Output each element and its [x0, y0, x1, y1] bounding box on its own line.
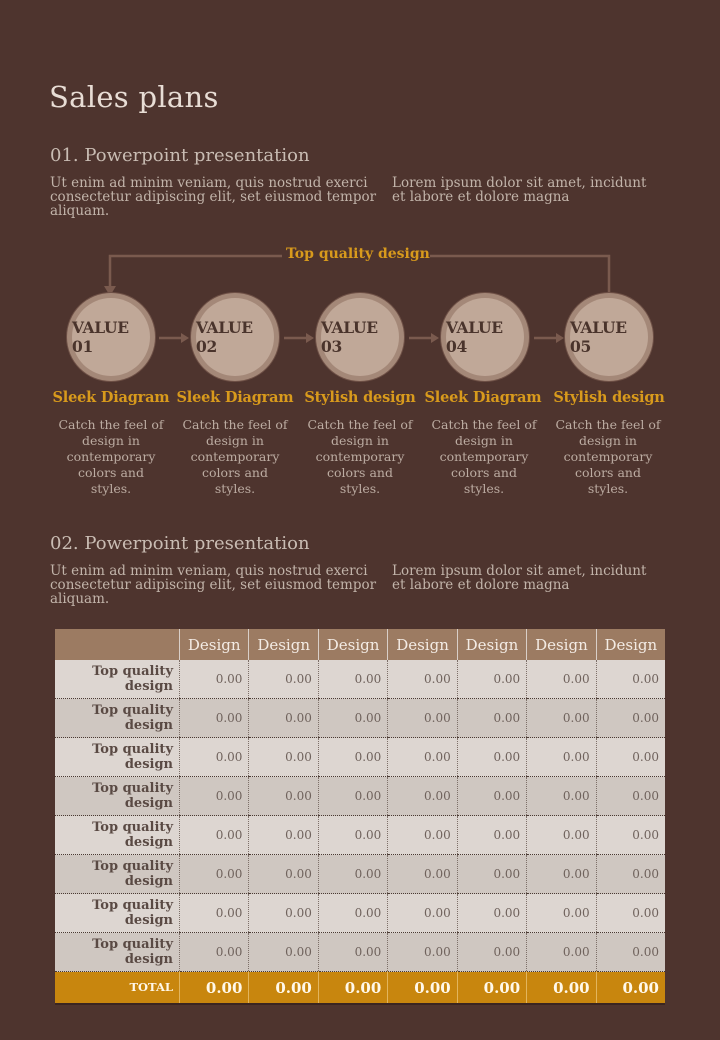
table-cell: 0.00	[596, 699, 665, 738]
table-cell: 0.00	[318, 894, 387, 933]
total-cell: 0.00	[596, 972, 665, 1005]
table-row	[55, 855, 665, 894]
table-cell: 0.00	[249, 660, 318, 699]
table-cell: 0.00	[527, 933, 596, 972]
section-1-paragraph-left: Ut enim ad minim veniam, quis nostrud exerci consectetur adipiscing elit, set eiusmod tempor aliquam.	[50, 175, 377, 219]
table-cell: 0.00	[318, 738, 387, 777]
section-2-paragraph-left: Ut enim ad minim veniam, quis nostrud exerci consectetur adipiscing elit, set eiusmod tempor aliquam.	[50, 563, 377, 607]
table-cell: 0.00	[249, 777, 318, 816]
table-cell: 0.00	[388, 699, 457, 738]
row-label: Top quality design	[55, 777, 180, 816]
table-row	[55, 660, 665, 699]
section-1-heading: 01. Powerpoint presentation	[50, 145, 310, 166]
table-corner-cell	[55, 629, 180, 660]
column-header: Design	[457, 629, 526, 660]
column-header: Design	[527, 629, 596, 660]
total-cell: 0.00	[457, 972, 526, 1005]
table-row	[55, 933, 665, 972]
table-cell: 0.00	[249, 933, 318, 972]
table-header-row	[55, 629, 665, 660]
total-cell: 0.00	[249, 972, 318, 1005]
table-row	[55, 816, 665, 855]
step-desc-1: Catch the feel of design in contemporary colors and styles.	[58, 417, 164, 496]
step-arrowhead-icon	[306, 333, 314, 343]
table-cell: 0.00	[457, 816, 526, 855]
step-circle-5	[565, 293, 653, 381]
table-cell: 0.00	[596, 660, 665, 699]
table-cell: 0.00	[596, 816, 665, 855]
sales-table	[55, 629, 665, 1005]
table-cell: 0.00	[180, 933, 249, 972]
table-cell: 0.00	[388, 738, 457, 777]
table-cell: 0.00	[318, 699, 387, 738]
table-cell: 0.00	[388, 816, 457, 855]
table-cell: 0.00	[527, 738, 596, 777]
table-cell: 0.00	[249, 855, 318, 894]
step-circle-1	[67, 293, 155, 381]
table-cell: 0.00	[388, 660, 457, 699]
step-value-4: VALUE 04	[446, 298, 524, 376]
table-cell: 0.00	[388, 894, 457, 933]
section-2-paragraph-right: Lorem ipsum dolor sit amet, incidunt et labore et dolore magna	[392, 563, 647, 593]
table-cell: 0.00	[457, 894, 526, 933]
step-title-2: Sleek Diagram	[176, 389, 294, 406]
table-cell: 0.00	[318, 660, 387, 699]
table-cell: 0.00	[457, 933, 526, 972]
table-cell: 0.00	[180, 660, 249, 699]
step-desc-3: Catch the feel of design in contemporary colors and styles.	[307, 417, 413, 496]
table-cell: 0.00	[596, 894, 665, 933]
table-cell: 0.00	[527, 660, 596, 699]
table-cell: 0.00	[249, 699, 318, 738]
table-cell: 0.00	[388, 777, 457, 816]
total-cell: 0.00	[318, 972, 387, 1005]
row-label: Top quality design	[55, 660, 180, 699]
table-cell: 0.00	[527, 894, 596, 933]
bracket-line-right	[430, 256, 609, 292]
table-cell: 0.00	[457, 660, 526, 699]
table-cell: 0.00	[318, 933, 387, 972]
step-title-1: Sleek Diagram	[52, 389, 170, 406]
step-desc-2: Catch the feel of design in contemporary colors and styles.	[182, 417, 288, 496]
table-cell: 0.00	[527, 816, 596, 855]
step-desc-4: Catch the feel of design in contemporary colors and styles.	[431, 417, 537, 496]
table-cell: 0.00	[527, 855, 596, 894]
step-circle-2	[191, 293, 279, 381]
table-cell: 0.00	[596, 777, 665, 816]
table-cell: 0.00	[180, 894, 249, 933]
bracket-line-left	[110, 256, 282, 292]
table-cell: 0.00	[596, 933, 665, 972]
row-label: Top quality design	[55, 699, 180, 738]
column-header: Design	[596, 629, 665, 660]
table-cell: 0.00	[318, 855, 387, 894]
column-header: Design	[388, 629, 457, 660]
table-row	[55, 699, 665, 738]
section-1-paragraph-right: Lorem ipsum dolor sit amet, incidunt et labore et dolore magna	[392, 175, 647, 205]
step-arrowhead-icon	[181, 333, 189, 343]
table-body	[55, 660, 665, 1004]
table-cell: 0.00	[180, 699, 249, 738]
table-cell: 0.00	[457, 738, 526, 777]
column-header: Design	[249, 629, 318, 660]
table-cell: 0.00	[457, 855, 526, 894]
step-circle-4	[441, 293, 529, 381]
step-value-2: VALUE 02	[196, 298, 274, 376]
total-cell: 0.00	[527, 972, 596, 1005]
table-cell: 0.00	[596, 855, 665, 894]
step-title-3: Stylish design	[304, 389, 416, 406]
table-cell: 0.00	[457, 777, 526, 816]
step-arrowhead-icon	[431, 333, 439, 343]
row-label: Top quality design	[55, 855, 180, 894]
table-cell: 0.00	[180, 777, 249, 816]
page-title: Sales plans	[49, 80, 219, 114]
row-label: Top quality design	[55, 738, 180, 777]
table-cell: 0.00	[318, 777, 387, 816]
table-row	[55, 738, 665, 777]
table-cell: 0.00	[180, 855, 249, 894]
table-cell: 0.00	[388, 855, 457, 894]
step-desc-5: Catch the feel of design in contemporary colors and styles.	[555, 417, 661, 496]
table-cell: 0.00	[596, 738, 665, 777]
row-label: Top quality design	[55, 933, 180, 972]
bracket-label: Top quality design	[286, 246, 430, 262]
table-cell: 0.00	[249, 816, 318, 855]
step-value-3: VALUE 03	[321, 298, 399, 376]
table-cell: 0.00	[249, 738, 318, 777]
table-cell: 0.00	[527, 777, 596, 816]
table-cell: 0.00	[527, 699, 596, 738]
table-cell: 0.00	[457, 699, 526, 738]
total-row	[55, 972, 665, 1005]
section-2-heading: 02. Powerpoint presentation	[50, 533, 310, 554]
step-value-5: VALUE 05	[570, 298, 648, 376]
row-label: Top quality design	[55, 816, 180, 855]
table-row	[55, 894, 665, 933]
total-cell: 0.00	[180, 972, 249, 1005]
column-header: Design	[318, 629, 387, 660]
table-cell: 0.00	[180, 816, 249, 855]
table-cell: 0.00	[180, 738, 249, 777]
table-cell: 0.00	[249, 894, 318, 933]
step-arrowhead-icon	[556, 333, 564, 343]
step-value-1: VALUE 01	[72, 298, 150, 376]
table-row	[55, 777, 665, 816]
total-label: TOTAL	[55, 972, 180, 1005]
step-title-4: Sleek Diagram	[424, 389, 542, 406]
table-cell: 0.00	[318, 816, 387, 855]
row-label: Top quality design	[55, 894, 180, 933]
column-header: Design	[180, 629, 249, 660]
table-cell: 0.00	[388, 933, 457, 972]
total-cell: 0.00	[388, 972, 457, 1005]
step-title-5: Stylish design	[553, 389, 665, 406]
step-circle-3	[316, 293, 404, 381]
